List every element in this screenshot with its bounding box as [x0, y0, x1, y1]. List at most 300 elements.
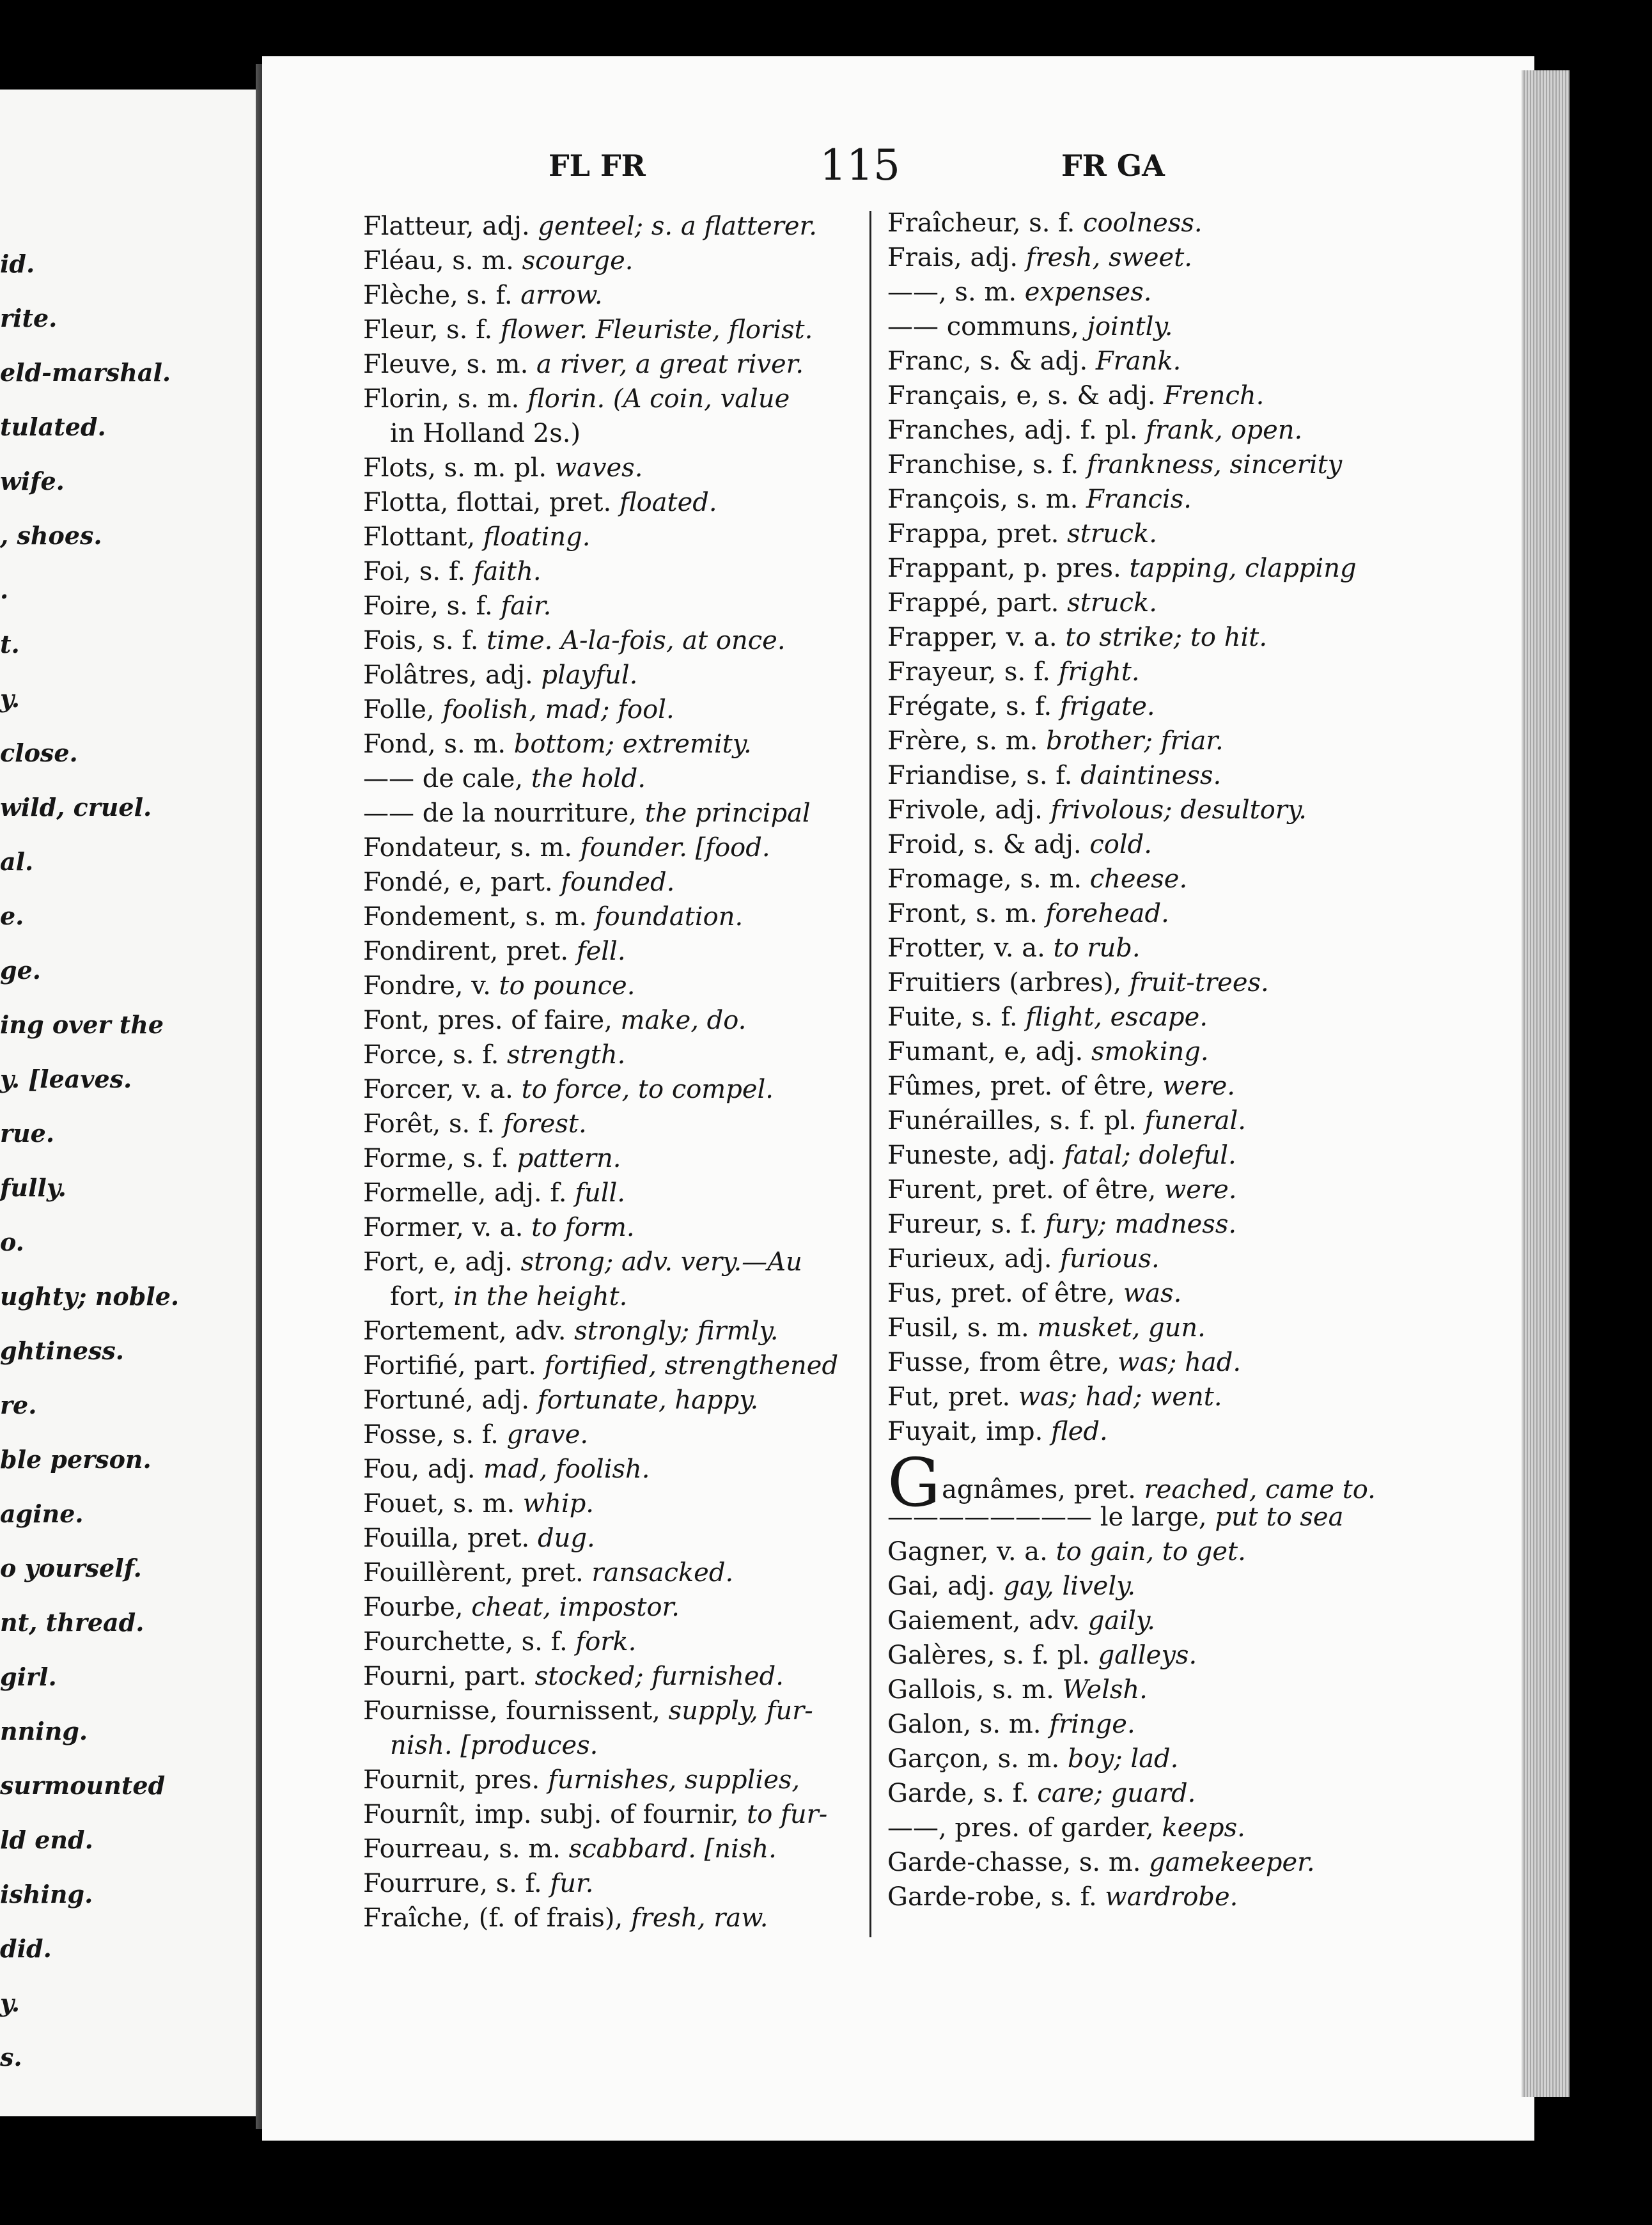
dictionary-entry [887, 965, 1386, 1000]
dictionary-entry [363, 1556, 862, 1590]
headword: Furieux, adj. [887, 1244, 1061, 1274]
dictionary-entry [887, 1311, 1386, 1345]
left-page-text-fragment: s. [0, 2043, 22, 2072]
headword: Fus, pret. of être, [887, 1279, 1123, 1308]
left-page-text-fragment: o yourself. [0, 1554, 142, 1582]
translation: frivolous; desultory. [1050, 795, 1307, 825]
headword: Garde-robe, s. f. [887, 1882, 1105, 1912]
translation: fortunate, happy. [537, 1386, 759, 1415]
facing-left-page [0, 90, 276, 2116]
translation: playful. [541, 660, 638, 690]
translation: make, do. [620, 1006, 747, 1035]
dictionary-entry [363, 1728, 862, 1763]
dictionary-entry [887, 793, 1386, 827]
translation: strongly; firmly. [574, 1316, 779, 1346]
left-page-text-fragment: ble person. [0, 1445, 152, 1474]
dictionary-entry [887, 1604, 1386, 1638]
headword: Fou, adj. [363, 1455, 484, 1484]
headword: Flatteur, adj. [363, 212, 538, 241]
headword: Force, s. f. [363, 1040, 508, 1070]
left-page-text-fragment: wild, cruel. [0, 793, 152, 822]
headword: Fondirent, pret. [363, 937, 577, 966]
translation: to form. [531, 1213, 635, 1242]
translation: ransacked. [591, 1558, 734, 1588]
headword: in Holland 2s.) [390, 419, 581, 448]
translation: struck. [1067, 519, 1157, 549]
translation: to force, to compel. [521, 1075, 774, 1104]
left-page-text-fragment: re. [0, 1391, 37, 1419]
translation: Francis. [1086, 485, 1192, 514]
headword: Front, s. m. [887, 899, 1046, 928]
left-page-text-fragment: nt, thread. [0, 1608, 144, 1637]
dictionary-entry [363, 1452, 862, 1487]
headword: Garde, s. f. [887, 1779, 1038, 1808]
translation: foundation. [595, 902, 744, 932]
dictionary-entry [363, 244, 862, 278]
translation: fortified, strengthened [544, 1351, 839, 1380]
translation: smoking. [1091, 1037, 1209, 1066]
dictionary-entry [363, 1625, 862, 1659]
dictionary-entry [887, 413, 1386, 448]
dictionary-entry [363, 1279, 862, 1314]
column-divider [869, 211, 871, 1937]
translation: florin. (A coin, value [527, 384, 790, 414]
headword: Fraîcheur, s. f. [887, 208, 1084, 238]
translation: boy; lad. [1067, 1744, 1179, 1774]
dictionary-entry [887, 1534, 1386, 1569]
dictionary-entry [887, 1776, 1386, 1811]
translation: in the height. [453, 1282, 628, 1311]
dictionary-entry [887, 517, 1386, 551]
headword: Fourreau, s. m. [363, 1834, 569, 1864]
dictionary-entry [363, 1072, 862, 1107]
headword: Fortifié, part. [363, 1351, 545, 1380]
headword: Fortement, adv. [363, 1316, 575, 1346]
translation: founder. [food. [580, 833, 770, 863]
translation: funeral. [1144, 1106, 1247, 1136]
dictionary-entry [887, 827, 1386, 862]
dictionary-entry [887, 689, 1386, 724]
translation: fell. [576, 937, 626, 966]
headword: Funeste, adj. [887, 1141, 1064, 1170]
translation: foolish, mad; fool. [442, 695, 674, 724]
dictionary-entry [363, 969, 862, 1003]
headword: Fondé, e, part. [363, 868, 561, 897]
headword: Frivole, adj. [887, 795, 1051, 825]
dictionary-entry [363, 1832, 862, 1866]
headword: agnâmes, pret. [942, 1475, 1144, 1504]
headword: fort, [390, 1282, 454, 1311]
dictionary-entry [363, 1866, 862, 1901]
translation: to fur- [747, 1800, 828, 1829]
headword: Fourbe, [363, 1593, 472, 1622]
dictionary-entry [887, 1673, 1386, 1707]
headword: Fusse, from être, [887, 1348, 1118, 1377]
translation: frank, open. [1146, 416, 1303, 445]
translation: struck. [1067, 588, 1157, 618]
translation: furnishes, supplies, [547, 1765, 800, 1795]
left-page-text-fragment: ghtiness. [0, 1336, 125, 1365]
dictionary-entry [887, 1380, 1386, 1414]
translation: floated. [619, 488, 717, 517]
translation: stocked; furnished. [534, 1662, 784, 1691]
dictionary-entry [363, 1176, 862, 1210]
headword: —— de cale, [363, 764, 531, 793]
translation: genteel; s. a flatterer. [538, 212, 817, 241]
dictionary-entry [887, 551, 1386, 586]
left-page-text-fragment: rue. [0, 1119, 55, 1148]
translation: arrow. [520, 281, 603, 310]
translation: to pounce. [499, 971, 635, 1001]
left-page-text-fragment: y. [0, 1988, 20, 2017]
dictionary-entry [363, 1417, 862, 1452]
headword: Fort, e, adj. [363, 1247, 521, 1277]
translation: cheat, impostor. [471, 1593, 680, 1622]
left-page-text-fragment: y. [0, 684, 20, 713]
translation: flower. Fleuriste, florist. [500, 315, 813, 345]
dictionary-entry [887, 240, 1386, 275]
translation: fur. [550, 1869, 594, 1898]
headword: Fois, s. f. [363, 626, 487, 655]
headword: Fourni, part. [363, 1662, 535, 1691]
headword: Galères, s. f. pl. [887, 1641, 1098, 1670]
translation: expenses. [1024, 277, 1152, 307]
dictionary-entry [363, 451, 862, 485]
left-page-text-fragment: al. [0, 847, 34, 876]
dictionary-entry [363, 1659, 862, 1694]
dictionary-entry [363, 727, 862, 761]
dictionary-entry [887, 1173, 1386, 1207]
dictionary-entry [887, 275, 1386, 309]
headword: Gaiement, adv. [887, 1606, 1088, 1636]
headword: Gagner, v. a. [887, 1537, 1056, 1566]
left-page-text-fragment: ge. [0, 956, 41, 985]
headword: —— de la nourriture, [363, 799, 645, 828]
dictionary-entry [363, 623, 862, 658]
translation: supply, fur- [668, 1696, 813, 1726]
headword: Former, v. a. [363, 1213, 532, 1242]
translation: gamekeeper. [1149, 1848, 1315, 1877]
left-page-text-fragment: o. [0, 1228, 24, 1256]
dictionary-entry [887, 1569, 1386, 1604]
translation: were. [1162, 1072, 1235, 1101]
translation: flight, escape. [1025, 1003, 1208, 1032]
headword: Flottant, [363, 522, 483, 552]
headword: Fruitiers (arbres), [887, 968, 1130, 997]
translation: fork. [575, 1627, 637, 1657]
translation: tapping, clapping [1129, 554, 1357, 583]
translation: the principal [644, 799, 811, 828]
headword: Fleur, s. f. [363, 315, 501, 345]
dictionary-entry [363, 1003, 862, 1038]
left-page-text-fragment: close. [0, 738, 78, 767]
left-page-text-fragment: t. [0, 630, 20, 659]
headword: Fuyait, imp. [887, 1417, 1052, 1446]
dictionary-entry [887, 1707, 1386, 1742]
dictionary-entry [887, 309, 1386, 344]
dictionary-entry [363, 313, 862, 347]
headword: Gai, adj. [887, 1572, 1004, 1601]
headword: Fraîche, (f. of frais), [363, 1903, 631, 1933]
headword: Fûmes, pret. of être, [887, 1072, 1163, 1101]
translation: frankness, sincerity [1086, 450, 1343, 480]
headword: Furent, pret. of être, [887, 1175, 1165, 1205]
dictionary-entry [887, 1242, 1386, 1276]
translation: wardrobe. [1105, 1882, 1238, 1912]
left-page-text-fragment: id. [0, 249, 35, 278]
dictionary-entry [363, 554, 862, 589]
dictionary-entry [887, 724, 1386, 758]
translation: forest. [503, 1109, 587, 1139]
headword: Fourrure, s. f. [363, 1869, 550, 1898]
dictionary-entry [887, 620, 1386, 655]
translation: keeps. [1162, 1813, 1245, 1843]
headword: ———————— le large, [887, 1503, 1215, 1532]
translation: time. A-la-fois, at once. [487, 626, 786, 655]
headword: Fromage, s. m. [887, 864, 1090, 894]
left-page-text-fragment: ishing. [0, 1880, 93, 1909]
headword: Fouillèrent, pret. [363, 1558, 592, 1588]
left-page-text-fragment: ld end. [0, 1825, 93, 1854]
headword: Fouet, s. m. [363, 1489, 523, 1518]
headword: Gallois, s. m. [887, 1675, 1063, 1705]
translation: founded. [561, 868, 675, 897]
headword: Flèche, s. f. [363, 281, 521, 310]
dictionary-entry [363, 347, 862, 382]
translation: dug. [537, 1524, 595, 1553]
translation: Welsh. [1062, 1675, 1148, 1705]
headword: Frère, s. m. [887, 726, 1047, 756]
translation: care; guard. [1037, 1779, 1196, 1808]
headword: Fondement, s. m. [363, 902, 595, 932]
translation: French. [1164, 381, 1265, 410]
headword: Frappant, p. pres. [887, 554, 1130, 583]
dictionary-entry [887, 482, 1386, 517]
headword: Formelle, adj. f. [363, 1178, 575, 1208]
dictionary-entry [887, 655, 1386, 689]
translation: strong; adv. very.—Au [520, 1247, 802, 1277]
headword: ——, pres. of garder, [887, 1813, 1162, 1843]
headword: Frégate, s. f. [887, 692, 1060, 721]
headword: Fournisse, fournissent, [363, 1696, 669, 1726]
translation: fresh, raw. [630, 1903, 768, 1933]
headword: Frappa, pret. [887, 519, 1068, 549]
headword: Fouilla, pret. [363, 1524, 538, 1553]
dictionary-entry [363, 1107, 862, 1141]
translation: full. [575, 1178, 626, 1208]
dictionary-entry [363, 865, 862, 900]
dictionary-entry [887, 344, 1386, 379]
dictionary-entry [887, 1069, 1386, 1104]
left-page-text-fragment: ing over the [0, 1010, 164, 1039]
headword: Folle, [363, 695, 443, 724]
headword: Foi, s. f. [363, 557, 474, 586]
left-page-text-fragment: tulated. [0, 412, 106, 441]
headword: Fondateur, s. m. [363, 833, 581, 863]
headword: —— communs, [887, 312, 1087, 341]
dictionary-entry [887, 1638, 1386, 1673]
dictionary-entry [363, 485, 862, 520]
translation: waves. [554, 453, 643, 483]
headword: Garçon, s. m. [887, 1744, 1068, 1774]
headword: François, s. m. [887, 485, 1087, 514]
translation: whip. [522, 1489, 595, 1518]
headword: Fondre, v. [363, 971, 499, 1001]
dictionary-entry [363, 382, 862, 416]
dictionary-entry [887, 206, 1386, 240]
translation: daintiness. [1080, 761, 1222, 790]
translation: forehead. [1045, 899, 1169, 928]
dictionary-entry [363, 1210, 862, 1245]
dictionary-entry [887, 896, 1386, 931]
dictionary-entry [887, 931, 1386, 965]
translation: furious. [1060, 1244, 1160, 1274]
right-guide-words: FR GA [1061, 148, 1165, 183]
left-page-text-fragment: eld-marshal. [0, 358, 171, 387]
translation: gay, lively. [1003, 1572, 1136, 1601]
translation: scourge. [522, 246, 634, 276]
left-page-text-fragment: wife. [0, 467, 65, 496]
dictionary-entry [887, 1845, 1386, 1880]
dictionary-entry [363, 209, 862, 244]
dictionary-entry [887, 379, 1386, 413]
right-column [887, 206, 1386, 1914]
page-number: 115 [820, 141, 900, 190]
dictionary-entry [887, 862, 1386, 896]
dictionary-entry [363, 520, 862, 554]
translation: frigate. [1059, 692, 1155, 721]
headword: Flotta, flottai, pret. [363, 488, 620, 517]
dictionary-entry [363, 1245, 862, 1279]
headword: Foire, s. f. [363, 591, 501, 621]
dictionary-entry [363, 761, 862, 796]
translation: was. [1123, 1279, 1182, 1308]
dictionary-entry [887, 1811, 1386, 1845]
dictionary-entry [887, 1104, 1386, 1138]
dictionary-entry [363, 796, 862, 831]
dictionary-entry [363, 1901, 862, 1935]
headword: Fleuve, s. m. [363, 350, 536, 379]
headword: ——, s. m. [887, 277, 1025, 307]
dictionary-entry [887, 1500, 1386, 1534]
dictionary-entry [887, 1880, 1386, 1914]
dictionary-entry [363, 1038, 862, 1072]
translation: cold. [1089, 830, 1152, 859]
headword: Fournit, pres. [363, 1765, 548, 1795]
translation: grave. [506, 1420, 589, 1449]
dictionary-entry [887, 1742, 1386, 1776]
translation: fatal; doleful. [1063, 1141, 1236, 1170]
headword: Frotter, v. a. [887, 933, 1054, 963]
headword: Forêt, s. f. [363, 1109, 503, 1139]
left-page-text-fragment: e. [0, 902, 24, 930]
translation: to rub. [1053, 933, 1141, 963]
translation: the hold. [531, 764, 646, 793]
headword: Fumant, e, adj. [887, 1037, 1091, 1066]
left-page-text-fragment: surmounted [0, 1771, 166, 1800]
headword: Fureur, s. f. [887, 1210, 1045, 1239]
translation: strength. [507, 1040, 626, 1070]
headword: Frappé, part. [887, 588, 1068, 618]
translation: a river, a great river. [536, 350, 804, 379]
left-page-text-fragment: y. [leaves. [0, 1065, 132, 1093]
translation: was; had; went. [1018, 1382, 1222, 1412]
headword: Fourchette, s. f. [363, 1627, 576, 1657]
translation: fright. [1058, 657, 1140, 687]
headword: Frais, adj. [887, 243, 1026, 272]
translation: to strike; to hit. [1065, 623, 1268, 652]
translation: coolness. [1083, 208, 1203, 238]
headword: Frayeur, s. f. [887, 657, 1059, 687]
dictionary-entry [363, 1487, 862, 1521]
translation: floating. [483, 522, 591, 552]
left-guide-words: FL FR [549, 148, 646, 183]
headword: Fond, s. m. [363, 730, 514, 759]
translation: fair. [501, 591, 552, 621]
translation: reached, came to. [1144, 1475, 1376, 1504]
translation: gaily. [1087, 1606, 1155, 1636]
dictionary-entry [887, 448, 1386, 482]
dictionary-entry [887, 586, 1386, 620]
headword: Forme, s. f. [363, 1144, 517, 1173]
headword: Funérailles, s. f. pl. [887, 1106, 1145, 1136]
headword: Fusil, s. m. [887, 1313, 1038, 1343]
headword: Fortuné, adj. [363, 1386, 538, 1415]
translation: cheese. [1089, 864, 1188, 894]
headword: Français, e, s. & adj. [887, 381, 1164, 410]
translation: fled. [1051, 1417, 1108, 1446]
headword: Fosse, s. f. [363, 1420, 507, 1449]
headword: Garde-chasse, s. m. [887, 1848, 1149, 1877]
headword: Franches, adj. f. pl. [887, 416, 1146, 445]
translation: jointly. [1087, 312, 1173, 341]
dictionary-entry [887, 1207, 1386, 1242]
translation: bottom; extremity. [513, 730, 752, 759]
translation: pattern. [517, 1144, 621, 1173]
headword: Fournît, imp. subj. of fournir, [363, 1800, 747, 1829]
dictionary-entry [363, 934, 862, 969]
left-page-text-fragment: rite. [0, 304, 58, 332]
dictionary-entry [363, 416, 862, 451]
headword: Galon, s. m. [887, 1710, 1050, 1739]
dictionary-entry [363, 1521, 862, 1556]
headword: Florin, s. m. [363, 384, 528, 414]
headword: Frapper, v. a. [887, 623, 1066, 652]
left-page-text-fragment: girl. [0, 1662, 57, 1691]
left-page-text-fragment: agine. [0, 1499, 84, 1528]
headword: Font, pres. of faire, [363, 1006, 621, 1035]
headword: Fléau, s. m. [363, 246, 522, 276]
headword: Fuite, s. f. [887, 1003, 1026, 1032]
left-page-text-fragment: ughty; noble. [0, 1282, 180, 1311]
headword: Friandise, s. f. [887, 761, 1081, 790]
headword: Fut, pret. [887, 1382, 1018, 1412]
dictionary-entry [363, 900, 862, 934]
dictionary-entry [887, 758, 1386, 793]
dictionary-entry [363, 278, 862, 313]
dictionary-entry [363, 1797, 862, 1832]
drop-cap: G [887, 1444, 941, 1522]
dictionary-entry [363, 658, 862, 692]
dictionary-entry [887, 1345, 1386, 1380]
headword: Froid, s. & adj. [887, 830, 1090, 859]
dictionary-entry [363, 1314, 862, 1348]
dictionary-entry [887, 1138, 1386, 1173]
dictionary-entry [363, 1590, 862, 1625]
dictionary-entry [363, 1141, 862, 1176]
translation: brother; friar. [1046, 726, 1224, 756]
translation: Frank. [1095, 347, 1181, 376]
